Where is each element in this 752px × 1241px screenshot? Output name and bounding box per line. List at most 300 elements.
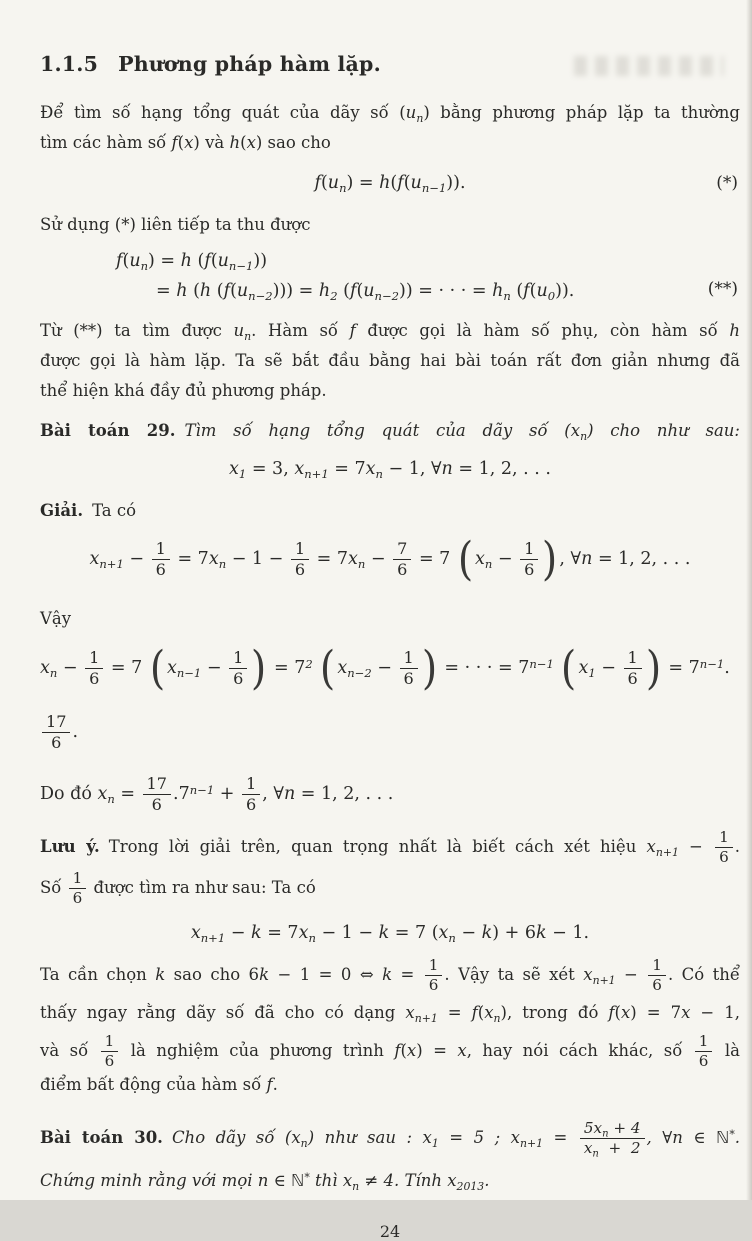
text: được gọi là hàm số phụ, còn hàm số (355, 321, 730, 340)
math-text: f (349, 281, 357, 301)
display-equation-double-star (40, 246, 740, 306)
math-text: h (379, 173, 391, 193)
text: ) + 6 (492, 923, 536, 943)
math-text: $x_n$ (570, 421, 588, 443)
fraction (42, 713, 70, 752)
math-text: x (406, 1041, 417, 1060)
display-equation-star (40, 168, 740, 198)
numerator: 1 (695, 1033, 713, 1052)
text: − (492, 549, 519, 569)
text: ( (403, 173, 411, 193)
denominator: 6 (233, 669, 244, 688)
text: Vậy (40, 609, 72, 628)
math-text: x (620, 1003, 631, 1022)
denominator (580, 1139, 645, 1160)
math-text: $u_n$ (233, 321, 252, 343)
math-text: $x_{n+1}$ (646, 837, 679, 859)
math-text: f (394, 1041, 401, 1060)
text: là (714, 1041, 741, 1060)
equation-body: $x_{n+1}$ − $\frac{1}{6}$ = $7x_n - 1$ − $\frac{1}{6}$ = $7x_n$ − $\frac{7}{6}$ = 7 ( $x_n$ − $\frac{1}{6}$ ) , ∀n = 1, 2, . . . (89, 532, 691, 586)
print-through-artifact (574, 56, 724, 76)
numerator (580, 1120, 645, 1139)
math-text: $x_1$ (229, 459, 247, 482)
denominator: 6 (524, 560, 535, 579)
problem-29 (40, 416, 740, 446)
paragraph-k-choice (40, 956, 740, 1100)
text: − (455, 923, 482, 943)
problem-statement (171, 1119, 741, 1160)
math-text: $x_{2013}$ (447, 1171, 485, 1193)
text: ∈ ℕ* (268, 1171, 310, 1190)
text: ) sao cho (255, 133, 331, 152)
math-text: $x_n$ (474, 549, 493, 572)
paragraph-vay (40, 604, 740, 634)
math-text: Tính (404, 1171, 448, 1190)
text: ) = (346, 173, 380, 193)
display-equation-k (40, 918, 740, 948)
paragraph-line (40, 994, 740, 1032)
numerator: 1 (85, 649, 103, 669)
text: ( (400, 1041, 407, 1060)
math-text: ) như sau : (307, 1128, 423, 1147)
text: = 5 ; (438, 1128, 511, 1147)
math-text: k (382, 965, 393, 984)
text: ( (390, 173, 398, 193)
equation-body (40, 773, 394, 814)
page-edge-shadow (746, 0, 752, 1200)
math-text: k (259, 965, 270, 984)
equation-body (190, 923, 590, 946)
paragraph-after (40, 316, 740, 406)
text: Để tìm số hạng tổng quát của dãy số ( (40, 103, 406, 122)
math-text: $u_{n-2}$ (363, 281, 400, 304)
text: . (72, 722, 79, 742)
text: ) = (416, 1041, 458, 1060)
text: = · · · = $7^{n-1}$ (438, 656, 554, 678)
denominator: 6 (155, 560, 166, 579)
text: 5 (583, 1119, 594, 1137)
text: − (615, 965, 647, 984)
denominator: 6 (397, 560, 408, 579)
text: . Hàm số (251, 321, 350, 340)
equation-body: $x_n$ − $\frac{1}{6}$ = 7 ( $x_{n-1}$ − $\frac{1}{6}$ ) = $7^2$ ( $x_{n-2}$ − $\frac{1}{6}$ ) = · · · = $7^{n-1}$ ( $x_1$ − $\frac{1}{6}$ ) = $7^{n-1}$. $\frac{17}{6}$ . (40, 641, 730, 752)
math-text: k (378, 923, 390, 943)
math-text: n (581, 549, 593, 569)
math-text: x (184, 133, 194, 152)
denominator: 6 (652, 976, 662, 994)
text: tìm các hàm số (40, 133, 172, 152)
text (554, 658, 560, 678)
text: = $7^2$ (268, 656, 313, 678)
text: Ta cần chọn (40, 965, 156, 984)
problem-statement (184, 421, 740, 443)
numerator: 7 (393, 540, 411, 560)
math-text: k (536, 923, 547, 943)
math-text: Tìm số hạng tổng quát của dãy số ( (184, 421, 571, 440)
math-text: f (314, 173, 321, 193)
text: = 7 ( (389, 923, 439, 943)
math-text: $x_{n-2}$ (337, 658, 372, 681)
text: = 7 (105, 658, 148, 678)
math-text: $u_{n-1}$ (410, 173, 447, 196)
math-text: $x_n$ (348, 549, 366, 572)
text: được gọi là hàm lặp. Ta sẽ bắt đầu bằng hai bài toán rất đơn giản nhưng đã (40, 351, 740, 370)
math-text: n (441, 459, 453, 479)
math-text: $x_1$ (578, 658, 596, 681)
math-text: f (397, 173, 404, 193)
display-equation-sol2 (40, 636, 740, 764)
text: ( (477, 1003, 485, 1022)
denominator: 6 (246, 795, 257, 814)
paragraph-line (40, 1110, 740, 1166)
text: − 1 = 0 ⇔ (269, 965, 383, 984)
math-text: $x_{n+1}$ (89, 549, 124, 572)
math-text: k (155, 965, 166, 984)
text: − 1 − (315, 923, 379, 943)
text: − 1. (546, 923, 590, 943)
text: , hay nói cách khác, số (466, 1041, 693, 1060)
math-text: $x_{n-1}$ (166, 658, 202, 681)
math-text: . (734, 1128, 741, 1147)
text: − (123, 549, 150, 569)
math-text: $x_n$ (298, 923, 316, 946)
math-text: $u_0$ (536, 281, 556, 304)
text: − 1 − (226, 549, 289, 569)
fraction (520, 540, 538, 579)
numerator: 1 (152, 540, 170, 560)
math-text: x (457, 1041, 467, 1060)
fraction (425, 957, 443, 994)
text: ))) = (272, 281, 319, 301)
equation-tag: (*) (716, 173, 738, 193)
text: . (272, 1075, 278, 1094)
conclusion-line (40, 770, 740, 818)
text: , ∀ (262, 784, 284, 804)
text: ( (337, 281, 350, 301)
text: ) và (193, 133, 230, 152)
text: điểm bất động của hàm số (40, 1075, 267, 1094)
text: ( (177, 133, 185, 152)
math-text: n (283, 784, 296, 804)
text: . Có thể (667, 965, 740, 984)
equation-line (156, 276, 740, 306)
text: ), trong đó (500, 1003, 609, 1022)
denominator: 6 (627, 669, 638, 688)
math-text: f (223, 281, 231, 301)
text: )). (555, 281, 575, 301)
text: Sử dụng (*) liên tiếp ta thu được (40, 215, 311, 234)
text: )) = · · · = (399, 281, 493, 301)
math-text: x (681, 1003, 691, 1022)
math-text: $h_n$ (492, 281, 511, 304)
text: − (365, 549, 392, 569)
text: = 7 (311, 549, 349, 569)
math-text: $x_n$ (291, 1128, 308, 1150)
text: + 2 (598, 1139, 641, 1157)
fraction (242, 775, 260, 814)
text: + (214, 784, 240, 804)
text: = (156, 281, 177, 301)
fraction (101, 1033, 119, 1070)
text: )) (253, 251, 268, 271)
text: ( (510, 281, 524, 301)
numerator: 1 (101, 1033, 119, 1052)
text: ( (187, 281, 200, 301)
math-text: $x_n$ (208, 549, 227, 572)
fraction (624, 649, 642, 688)
note-paragraph (40, 826, 740, 908)
text: , ∀ (559, 549, 582, 569)
section-title: Phương pháp hàm lặp. (118, 52, 381, 76)
text: = (543, 1128, 578, 1147)
text (108, 828, 740, 866)
math-text: $u_{n-2}$ (236, 281, 273, 304)
math-text: $u_n$ (327, 173, 347, 196)
text: ) bằng phương pháp lặp ta thường (423, 103, 740, 122)
math-text: k (481, 923, 493, 943)
text: Từ (**) ta tìm được (40, 321, 234, 340)
text: = 1, 2, . . . (592, 549, 691, 569)
numerator: 1 (648, 957, 666, 976)
display-equation-sol1 (40, 530, 740, 588)
text: + 4 (608, 1119, 641, 1137)
equation-body (229, 459, 551, 482)
paragraph-line (40, 1166, 740, 1196)
paragraph-line (40, 98, 740, 128)
math-text: Chứng minh rằng với mọi (40, 1171, 258, 1190)
denominator: 6 (89, 669, 100, 688)
text: − (678, 837, 714, 856)
text: = (437, 1003, 472, 1022)
text: thể hiện khá đầy đủ phương pháp. (40, 381, 327, 400)
fraction (143, 775, 171, 814)
math-text: h (729, 321, 740, 340)
math-text: $x_{n+1}$ (510, 1128, 543, 1150)
math-text: $x_n$ (97, 784, 115, 807)
text: ( (240, 133, 247, 152)
display-equation-29 (40, 454, 740, 484)
solution-heading (40, 496, 740, 526)
text: ( (529, 281, 537, 301)
numerator: 1 (715, 829, 733, 848)
fraction (291, 540, 309, 579)
text: = 7 (328, 459, 366, 479)
text: = 3, (246, 459, 295, 479)
fraction (85, 649, 103, 688)
math-text: $u_n$ (405, 103, 424, 125)
intro-paragraph (40, 98, 740, 158)
solution-intro-text: Ta có (92, 501, 137, 520)
math-text: f (471, 1003, 478, 1022)
paragraph-line (40, 868, 740, 908)
paragraph-line (40, 826, 740, 868)
denominator: 6 (698, 1052, 709, 1070)
page-number: 24 (379, 1222, 401, 1241)
text: . (724, 658, 730, 678)
text: Do đó (40, 784, 98, 804)
paragraph-line (40, 1032, 740, 1070)
text: sao cho 6 (165, 965, 260, 984)
math-text: x (246, 133, 256, 152)
fraction (695, 1033, 713, 1070)
math-text: h (229, 133, 241, 152)
fraction (152, 540, 170, 579)
paragraph-line (40, 346, 740, 376)
math-text: $u_n$ (129, 251, 149, 274)
problem-label: Bài toán 29. (40, 421, 176, 440)
math-text: Cho dãy số ( (171, 1128, 292, 1147)
math-text: $x_{n+1}$ (583, 965, 616, 987)
text: ( (210, 251, 218, 271)
fraction (229, 649, 247, 688)
numerator: 1 (624, 649, 642, 669)
math-text: ) cho như sau: (587, 421, 740, 440)
denominator: 6 (294, 560, 306, 579)
math-text: k (251, 923, 262, 943)
text: − 1, (690, 1003, 741, 1022)
paragraph-line (40, 210, 740, 240)
math-text: $u_{n-1}$ (217, 251, 254, 274)
text: ( (356, 281, 364, 301)
text (313, 658, 319, 678)
math-text: f (116, 251, 123, 271)
denominator: 6 (51, 733, 62, 752)
text: Số (40, 878, 67, 897)
fraction (69, 870, 87, 907)
math-text: $x_{n+1}$ (405, 1003, 438, 1025)
paragraph-line (40, 376, 740, 406)
text: = 7 (261, 923, 299, 943)
numerator: 1 (520, 540, 538, 560)
text: Trong lời giải trên, quan trọng nhất là biết cách xét hiệu (108, 837, 647, 856)
text: − (595, 658, 622, 678)
math-text: h (180, 251, 192, 271)
text: = 7 (413, 549, 456, 569)
numerator: 1 (69, 870, 87, 889)
denominator: 6 (428, 976, 439, 994)
math-text: f (266, 1075, 273, 1094)
fraction (648, 957, 666, 994)
equation-tag: (**) (707, 279, 738, 299)
text: ( (191, 251, 205, 271)
text: và số (40, 1041, 99, 1060)
math-text: $x_n$ (484, 1003, 501, 1025)
section-number: 1.1.5 (40, 52, 99, 76)
text: là nghiệm của phương trình (120, 1041, 395, 1060)
paragraph-line (40, 128, 740, 158)
denominator: 6 (403, 669, 414, 688)
denominator: 6 (719, 848, 729, 866)
text: = 1, 2, . . . (452, 459, 551, 479)
equation-body (314, 173, 466, 196)
text: ( (230, 281, 237, 301)
text: = $7^{n-1}$ (662, 656, 725, 678)
text: − (201, 658, 228, 678)
denominator: 6 (104, 1052, 115, 1070)
math-text: $x_n$ (342, 1171, 360, 1193)
math-text: f (349, 321, 356, 340)
numerator: 1 (291, 540, 309, 560)
math-text: $x_1$ (422, 1128, 439, 1150)
text: ( (320, 173, 328, 193)
text: $.7^{n-1}$ (173, 782, 215, 804)
math-text: n (672, 1128, 683, 1147)
text: )). (446, 173, 466, 193)
text: . (734, 837, 740, 856)
numerator: 1 (229, 649, 247, 669)
paragraph-line (40, 1070, 740, 1100)
math-text: $x_{n+1}$ (190, 923, 226, 946)
numerator: 17 (143, 775, 171, 795)
text: ( (211, 281, 224, 301)
numerator: 1 (400, 649, 418, 669)
text: . (484, 1171, 490, 1190)
text: , ∀ (646, 1128, 673, 1147)
text: = 7 (171, 549, 209, 569)
math-text: h (176, 281, 188, 301)
paragraph-line (40, 316, 740, 346)
solution-label: Giải. (40, 501, 84, 520)
text: = (392, 965, 423, 984)
paragraph-line (40, 956, 740, 994)
math-text: f (523, 281, 530, 301)
fraction (400, 649, 418, 688)
math-text: h (199, 281, 212, 301)
math-text: f (171, 133, 178, 152)
math-text: $x_n$ (365, 459, 383, 482)
math-text: $x_n$ (438, 923, 456, 946)
denominator: 6 (151, 795, 162, 814)
fraction (580, 1119, 645, 1160)
math-text: $x_n$ (40, 658, 58, 681)
problem-label: Bài toán 30. (40, 1128, 163, 1147)
text: ( (614, 1003, 621, 1022)
text: ≠ 4. (359, 1171, 405, 1190)
problem-30 (40, 1110, 740, 1196)
fraction (715, 829, 733, 866)
text: = (114, 784, 141, 804)
paragraph-sudung (40, 210, 740, 240)
text: − (225, 923, 252, 943)
math-text: $h_2$ (318, 281, 338, 304)
text: ) = (148, 251, 181, 271)
fraction (393, 540, 411, 579)
text: được tìm ra như sau: Ta có (88, 878, 316, 897)
math-text: f (608, 1003, 615, 1022)
text: ) = 7 (630, 1003, 682, 1022)
math-text: $x_{n+1}$ (294, 459, 329, 482)
math-text: thì (309, 1171, 343, 1190)
math-text: n (257, 1171, 269, 1190)
denominator: 6 (72, 889, 83, 907)
math-text: f (204, 251, 211, 271)
note-label: Lưu ý. (40, 837, 100, 856)
math-text: $x_n$ (583, 1139, 599, 1160)
text: − (371, 658, 398, 678)
text: − 1, ∀ (382, 459, 442, 479)
text: . Vậy ta sẽ xét (444, 965, 584, 984)
text: ( (122, 251, 130, 271)
math-text: $x_n$ (593, 1119, 609, 1140)
text: − (57, 658, 84, 678)
numerator: 1 (425, 957, 443, 976)
equation-line (116, 246, 740, 276)
numerator: 17 (42, 713, 70, 733)
numerator: 1 (242, 775, 260, 795)
text: thấy ngay rằng dãy số đã cho có dạng (40, 1003, 406, 1022)
text: = 1, 2, . . . (295, 784, 394, 804)
text: ∈ ℕ* (682, 1128, 735, 1147)
